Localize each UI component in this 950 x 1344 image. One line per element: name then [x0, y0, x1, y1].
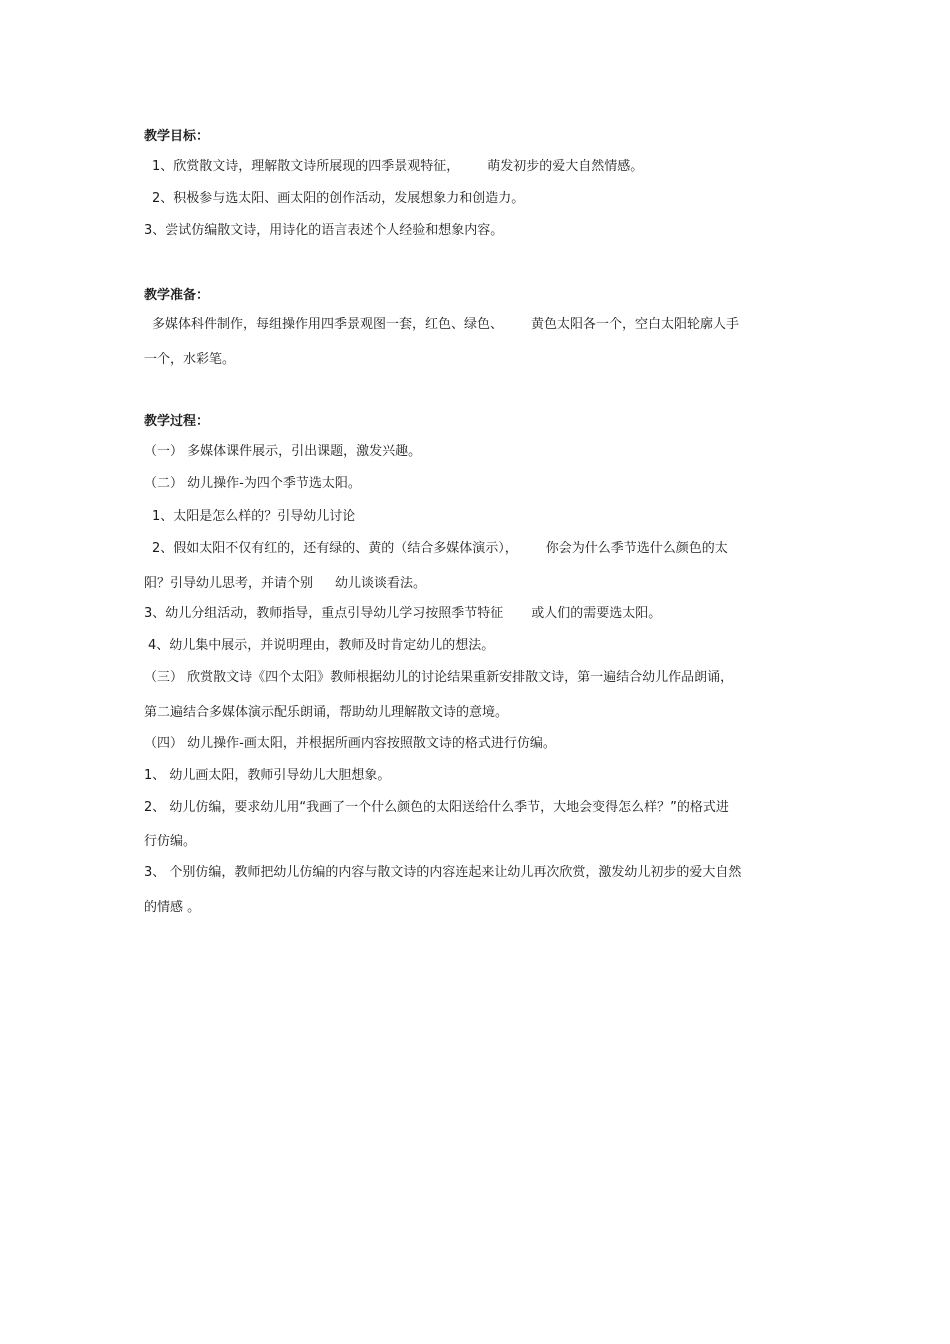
- process-step-4-3-line-2: 的情感 。: [144, 900, 201, 915]
- process-step-1: （一） 多媒体课件展示，引出课题，激发兴趣。: [144, 444, 422, 459]
- process-step-2-2-line-2-text: 阳？引导幼儿思考，并请个别: [144, 576, 314, 591]
- preparation-line-2: 一个，水彩笔。: [144, 352, 236, 367]
- process-step-2-2-cont: 你会为什么季节选什么颜色的太: [545, 541, 728, 556]
- objective-item-2: 2、积极参与选太阳、画太阳的创作活动，发展想象力和创造力。: [152, 191, 525, 206]
- objective-item-1-cont: 萌发初步的爱大自然情感。: [487, 159, 644, 174]
- objective-item-1-text: 1、欣赏散文诗，理解散文诗所展现的四季景观特征，: [152, 159, 460, 174]
- objectives-heading: 教学目标：: [144, 129, 210, 144]
- process-step-2-3: [144, 605, 814, 623]
- process-heading: 教学过程：: [144, 414, 210, 429]
- preparation-line-1-text: 多媒体科件制作，每组操作用四季景观图一套，红色、绿色、: [152, 317, 504, 332]
- process-step-2: （二） 幼儿操作-为四个季节选太阳。: [144, 476, 361, 491]
- process-step-2-2: [152, 540, 822, 558]
- process-step-4-2: 2、 幼儿仿编，要求幼儿用“我画了一个什么颜色的太阳送给什么季节，大地会变得怎么样？”的格式进: [144, 800, 729, 815]
- process-step-2-2-line-2: [144, 575, 814, 593]
- preparation-heading: 教学准备：: [144, 288, 210, 303]
- objective-item-3: 3、尝试仿编散文诗，用诗化的语言表述个人经验和想象内容。: [144, 223, 504, 238]
- process-step-4: （四） 幼儿操作-画太阳，并根据所画内容按照散文诗的格式进行仿编。: [144, 736, 556, 751]
- process-step-4-1: 1、 幼儿画太阳，教师引导幼儿大胆想象。: [144, 768, 391, 783]
- preparation-line-1-cont: 黄色太阳各一个，空白太阳轮廓人手: [531, 317, 740, 332]
- process-step-2-1: 1、太阳是怎么样的？引导幼儿讨论: [152, 509, 356, 524]
- objective-item-1: [152, 158, 822, 176]
- process-step-2-4: 4、幼儿集中展示，并说明理由，教师及时肯定幼儿的想法。: [148, 638, 495, 653]
- process-step-3-line-2: 第二遍结合多媒体演示配乐朗诵，帮助幼儿理解散文诗的意境。: [144, 705, 509, 720]
- process-step-2-2-line-2-cont: 幼儿谈谈看法。: [335, 576, 427, 591]
- process-step-2-3-text: 3、幼儿分组活动，教师指导，重点引导幼儿学习按照季节特征: [144, 606, 504, 621]
- process-step-2-3-cont: 或人们的需要选太阳。: [531, 606, 662, 621]
- process-step-4-2-line-2: 行仿编。: [144, 834, 197, 849]
- process-step-2-2-text: 2、假如太阳不仅有红的，还有绿的、黄的（结合多媒体演示），: [152, 541, 518, 556]
- process-step-4-3: 3、 个别仿编，教师把幼儿仿编的内容与散文诗的内容连起来让幼儿再次欣赏，激发幼儿初步的爱大自然: [144, 865, 742, 880]
- process-step-3: （三） 欣赏散文诗《四个太阳》教师根据幼儿的讨论结果重新安排散文诗，第一遍结合幼儿作品朗诵，: [144, 670, 734, 685]
- preparation-line-1: [152, 316, 822, 334]
